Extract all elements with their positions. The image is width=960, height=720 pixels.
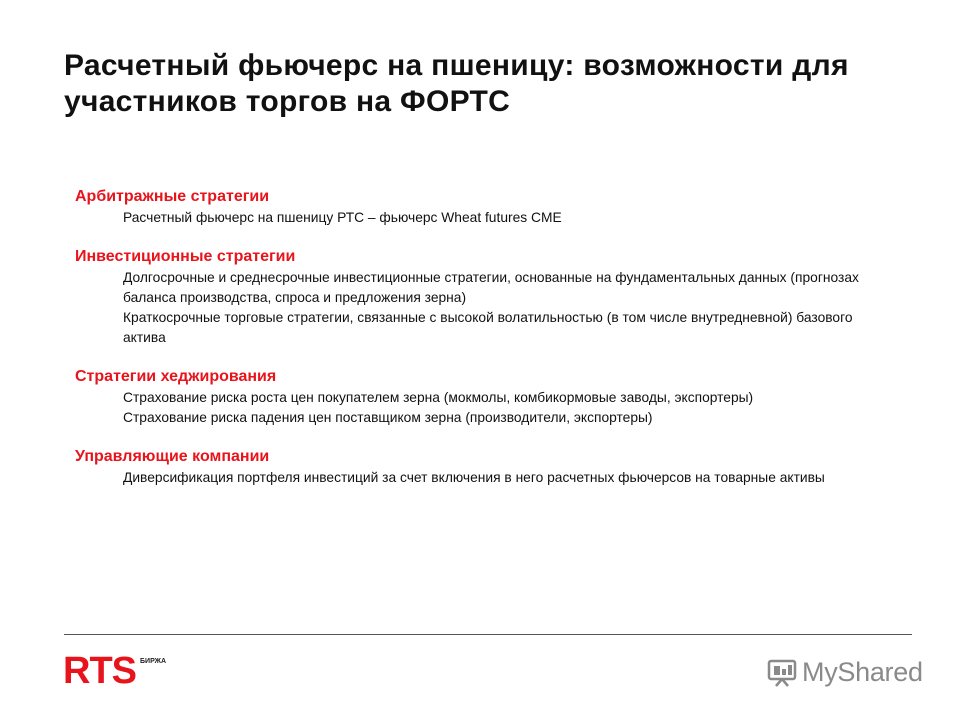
footer-divider xyxy=(64,634,912,635)
section-item: Страхование риска роста цен покупателем зерна (мокмолы, комбикормовые заводы, экспортеры) xyxy=(123,390,754,405)
section-hedging xyxy=(75,366,875,428)
rts-logo xyxy=(63,650,167,692)
presentation-board-icon xyxy=(766,656,798,688)
rts-logo-mark: RTS xyxy=(63,650,136,692)
section-item: Краткосрочные торговые стратегии, связанные с высокой волатильностью (в том числе внутредневной) базового актива xyxy=(123,310,853,345)
section-heading: Арбитражные стратегии xyxy=(75,188,270,205)
section-management xyxy=(75,446,875,488)
slide-title: Расчетный фьючерс на пшеницу: возможности для участников торгов на ФОРТС xyxy=(64,49,849,118)
section-item: Расчетный фьючерс на пшеницу РТС – фьючерс Wheat futures CME xyxy=(123,210,562,225)
section-heading: Управляющие компании xyxy=(75,448,270,465)
section-investment xyxy=(75,246,875,348)
rts-logo-subtext: БИРЖА xyxy=(140,658,167,665)
section-heading: Инвестиционные стратегии xyxy=(75,248,296,265)
myshared-text: MyShared xyxy=(802,657,923,687)
section-item: Диверсификация портфеля инвестиций за счет включения в него расчетных фьючерсов на товарные активы xyxy=(123,470,825,485)
section-item: Страхование риска падения цен поставщиком зерна (производители, экспортеры) xyxy=(123,410,653,425)
section-heading: Стратегии хеджирования xyxy=(75,368,277,385)
section-arbitrage xyxy=(75,186,875,228)
section-item: Долгосрочные и среднесрочные инвестиционные стратегии, основанные на фундаментальных данных (прогнозах баланса производства, спроса и предложения зерна) xyxy=(123,270,859,305)
content-area xyxy=(75,186,875,506)
myshared-watermark[interactable] xyxy=(766,656,923,688)
